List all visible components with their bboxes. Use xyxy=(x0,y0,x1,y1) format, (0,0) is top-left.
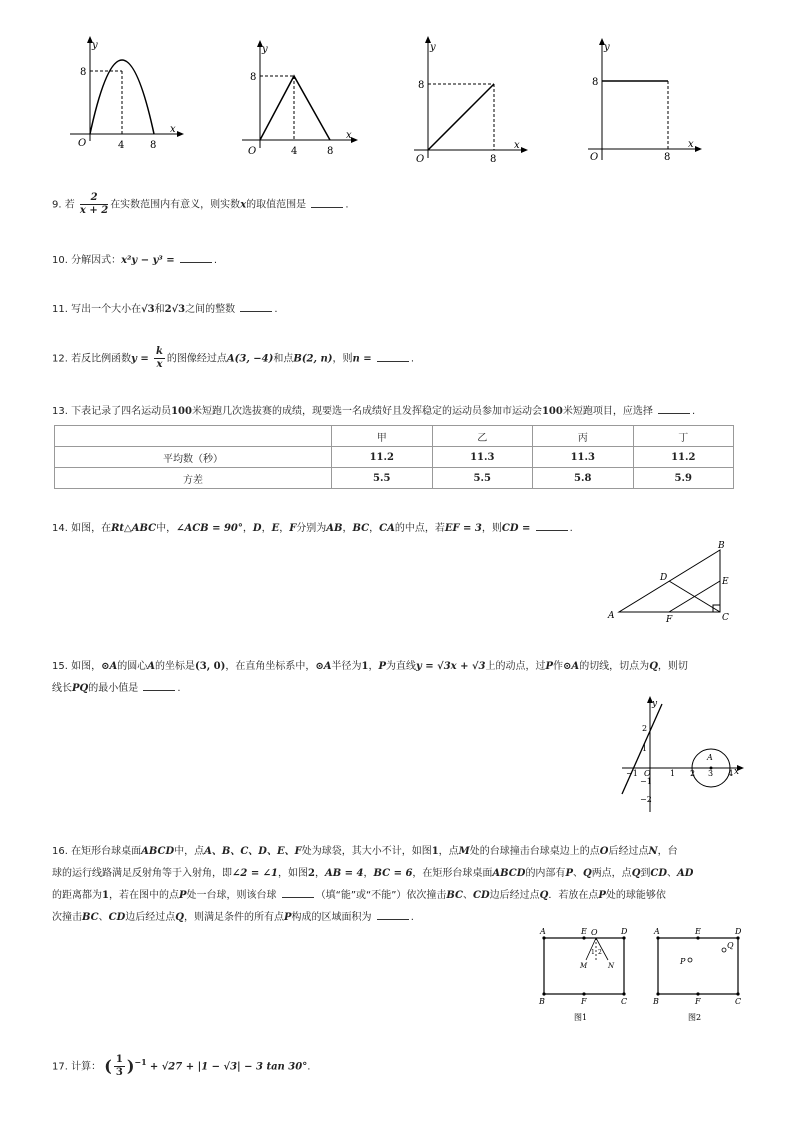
svg-text:O: O xyxy=(591,928,598,937)
svg-text:2: 2 xyxy=(598,949,602,956)
question-17: 17. 计算： ( $\frac{1}{3}$ )$^{-1}$ + √27 + |1 − √3| − 3 tan 30°. xyxy=(52,1054,311,1078)
svg-text:−2: −2 xyxy=(640,795,652,804)
circle-figure xyxy=(618,694,748,816)
svg-text:图1: 图1 xyxy=(574,1013,588,1022)
svg-text:C: C xyxy=(621,997,628,1006)
graph-b-o: O xyxy=(248,146,257,157)
athlete-table xyxy=(54,425,734,489)
answer-blank[interactable] xyxy=(282,888,314,898)
answer-blank[interactable] xyxy=(377,910,409,920)
graph-d-o: O xyxy=(590,152,599,163)
answer-blank[interactable] xyxy=(311,198,343,208)
graph-b-y8: 8 xyxy=(250,72,257,83)
svg-text:D: D xyxy=(621,927,628,936)
graph-a-o: O xyxy=(78,138,87,149)
svg-text:O: O xyxy=(644,769,651,778)
svg-text:−1: −1 xyxy=(640,777,652,786)
question-15: 15. 如图，⊙A的圆心A的坐标是(3, 0)，在直角坐标系中，⊙A半径为1，P为直线y = √3x + √3上的动点，过P作⊙A的切线，切点为Q，则切 xyxy=(52,661,688,672)
svg-text:A: A xyxy=(540,927,546,936)
svg-text:2: 2 xyxy=(690,769,696,778)
svg-text:F: F xyxy=(581,997,587,1006)
svg-text:Q: Q xyxy=(727,941,734,950)
svg-text:N: N xyxy=(608,962,615,970)
graph-d-x: x xyxy=(688,139,694,150)
svg-text:B: B xyxy=(653,997,659,1006)
graph-c xyxy=(408,36,538,166)
svg-text:M: M xyxy=(580,962,588,970)
table-header-row: 甲 乙 丙 丁 xyxy=(55,426,734,447)
svg-text:F: F xyxy=(666,615,673,624)
svg-text:2: 2 xyxy=(642,724,648,733)
svg-text:x: x xyxy=(734,767,740,777)
graph-b-x: x xyxy=(346,130,352,141)
svg-text:A: A xyxy=(608,611,615,621)
question-14: 14. 如图，在Rt△ABC中，∠ACB = 90°，D，E，F分别为AB，BC，CA的中点，若EF = 3，则CD = . xyxy=(52,523,573,534)
graph-a-y8: 8 xyxy=(80,67,87,78)
table-row: 方差 5.5 5.5 5.8 5.9 xyxy=(55,468,734,489)
svg-text:1: 1 xyxy=(591,949,595,956)
question-12: 12. 若反比例函数y = $\frac{k}{x}$ 的图像经过点A(3, −4)和点B(2, n)，则n = . xyxy=(52,346,414,370)
graph-d-y: y xyxy=(604,42,610,53)
svg-text:4: 4 xyxy=(728,769,734,778)
graph-a-x: x xyxy=(170,124,176,135)
svg-text:B: B xyxy=(539,997,545,1006)
graph-b-x4: 4 xyxy=(291,146,298,157)
graph-a-x8: 8 xyxy=(150,140,157,151)
graph-b-y: y xyxy=(262,44,268,55)
question-11: 11. 写出一个大小在√3和2√3之间的整数 . xyxy=(52,304,278,315)
graph-a-x4: 4 xyxy=(118,140,125,151)
question-16-line1: 16. 在矩形台球桌面ABCD中，点A、B、C、D、E、F处为球袋，其大小不计，如图1，点M处的台球撞击台球桌边上的点O后经过点N，台 xyxy=(52,846,678,857)
svg-text:C: C xyxy=(735,997,742,1006)
svg-text:1: 1 xyxy=(670,769,676,778)
q12-fraction: $\frac{k}{x}$ xyxy=(155,346,163,370)
svg-text:C: C xyxy=(722,613,729,623)
svg-text:D: D xyxy=(735,927,742,936)
svg-text:A: A xyxy=(654,927,660,936)
svg-text:P: P xyxy=(680,957,686,966)
graph-d-x8: 8 xyxy=(664,152,671,163)
answer-blank[interactable] xyxy=(658,404,690,414)
answer-blank[interactable] xyxy=(536,521,568,531)
graph-c-x8: 8 xyxy=(490,154,497,165)
graph-c-x: x xyxy=(514,140,520,151)
answer-blank[interactable] xyxy=(240,302,272,312)
svg-text:A: A xyxy=(707,753,713,762)
svg-text:F: F xyxy=(695,997,701,1006)
answer-blank[interactable] xyxy=(143,681,175,691)
svg-text:B: B xyxy=(718,541,725,551)
graph-c-o: O xyxy=(416,154,425,165)
graph-c-y: y xyxy=(430,42,436,53)
svg-text:−1: −1 xyxy=(626,769,638,778)
question-16-line4: 次撞击BC、CD边后经过点Q，则满足条件的所有点P构成的区域面积为 . xyxy=(52,912,414,923)
svg-text:3: 3 xyxy=(708,769,714,778)
graph-b-x8: 8 xyxy=(327,146,334,157)
graph-b xyxy=(234,40,364,160)
svg-text:y: y xyxy=(652,699,658,709)
question-15-line2: 线长PQ的最小值是 . xyxy=(52,683,181,694)
svg-text:1: 1 xyxy=(642,744,648,753)
graph-a xyxy=(62,36,192,156)
billiard-figure-1 xyxy=(536,924,636,1024)
svg-text:E: E xyxy=(722,577,729,587)
svg-text:E: E xyxy=(581,927,587,936)
q9-fraction: $\frac{2}{x + 2}$ xyxy=(79,192,109,216)
graph-a-y: y xyxy=(92,40,98,51)
question-13: 13. 下表记录了四名运动员100米短跑几次选拔赛的成绩，现要选一名成绩好且发挥稳定的运动员参加市运动会100米短跑项目，应选择 . xyxy=(52,406,696,417)
answer-blank[interactable] xyxy=(180,253,212,263)
svg-text:D: D xyxy=(660,573,668,583)
answer-blank[interactable] xyxy=(377,352,409,362)
question-16-line3: 的距离都为1，若在图中的点P处一台球，则该台球 （填“能”或“不能”）依次撞击BC、CD边后经过点Q．若放在点P处的球能够依 xyxy=(52,890,666,901)
triangle-figure xyxy=(604,540,734,624)
svg-text:E: E xyxy=(695,927,701,936)
question-16-line2: 球的运行线路满足反射角等于入射角，即∠2 = ∠1，如图2，AB = 4，BC = 6，在矩形台球桌面ABCD的内部有P、Q两点，点Q到CD、AD xyxy=(52,868,694,879)
table-row: 平均数（秒） 11.2 11.3 11.3 11.2 xyxy=(55,447,734,468)
graph-d-y8: 8 xyxy=(592,77,599,88)
svg-text:图2: 图2 xyxy=(688,1013,702,1022)
question-10: 10. 分解因式：x²y − y³ = . xyxy=(52,255,218,266)
question-9: 9. 若 $\frac{2}{x + 2}$ 在实数范围内有意义，则实数x的取值范围是 . xyxy=(52,192,349,216)
graph-c-y8: 8 xyxy=(418,80,425,91)
graph-d xyxy=(584,38,714,168)
billiard-figure-2 xyxy=(650,924,750,1024)
